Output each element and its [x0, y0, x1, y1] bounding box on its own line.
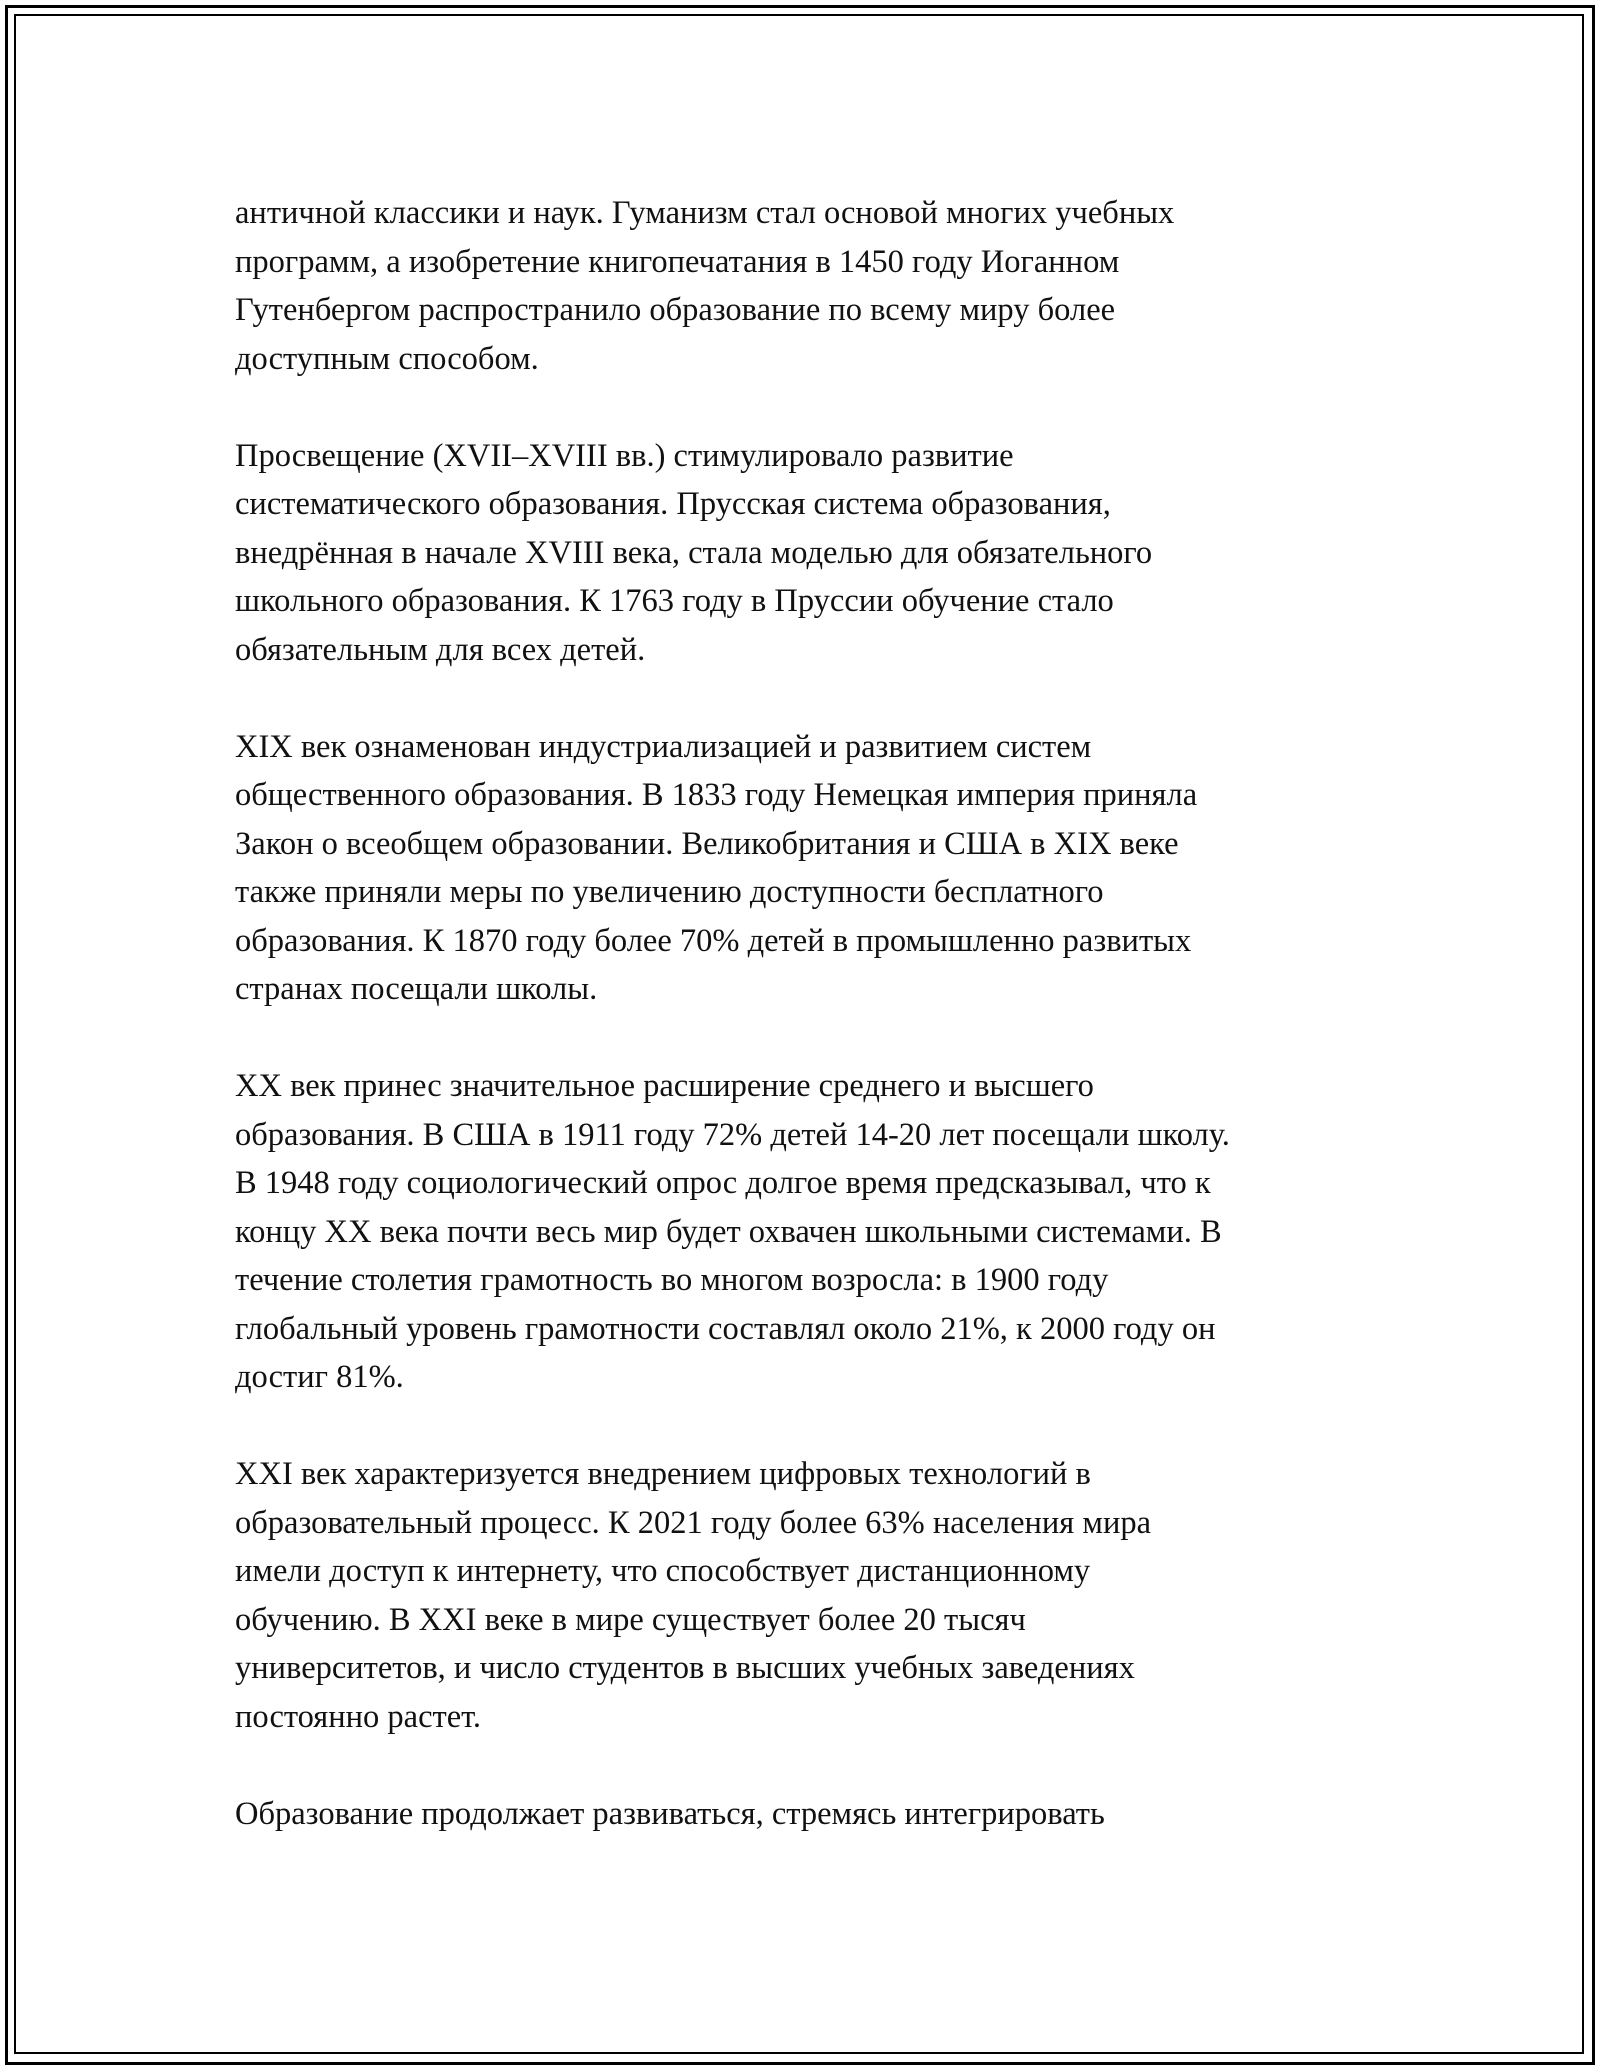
text-line: образовательный процесс. К 2021 году более 63% населения мира: [235, 1504, 1152, 1541]
paragraph-conclusion: [235, 1790, 1375, 1839]
text-line: университетов, и число студентов в высших учебных заведениях: [235, 1650, 1135, 1686]
text-line: Закон о всеобщем образовании. Великобритания и США в XIX веке: [235, 825, 1179, 862]
paragraph-21st-century: [235, 1450, 1375, 1741]
paragraph-20th-century: [235, 1062, 1375, 1402]
text-line: обязательным для всех детей.: [235, 631, 646, 668]
text-line: XXI век характеризуется внедрением цифровых технологий в: [235, 1456, 1091, 1492]
text-line: имели доступ к интернету, что способствует дистанционному: [235, 1553, 1091, 1589]
paragraph-enlightenment: [235, 432, 1375, 675]
text-line: образования. В США в 1911 году 72% детей 14-20 лет посещали школу.: [235, 1116, 1230, 1153]
text-line: систематического образования. Прусская система образования,: [235, 486, 1111, 522]
text-line: античной классики и наук. Гуманизм стал основой многих учебных: [235, 195, 1175, 231]
text-line: XIX век ознаменован индустриализацией и развитием систем: [235, 728, 1092, 765]
text-line: достиг 81%.: [235, 1359, 404, 1395]
document-body: [235, 189, 1375, 1887]
text-line: концу XX века почти весь мир будет охвачен школьными системами. В: [235, 1213, 1222, 1250]
text-line: доступным способом.: [235, 340, 539, 377]
text-line: образования. К 1870 году более 70% детей в промышленно развитых: [235, 922, 1192, 959]
text-line: постоянно растет.: [235, 1698, 482, 1735]
text-line: Образование продолжает развиваться, стремясь интегрировать: [235, 1795, 1105, 1832]
text-line: В 1948 году социологический опрос долгое время предсказывал, что к: [235, 1165, 1211, 1201]
text-line: течение столетия грамотность во многом возросла: в 1900 году: [235, 1262, 1109, 1298]
paragraph-renaissance: [235, 189, 1375, 383]
text-line: глобальный уровень грамотности составлял около 21%, к 2000 году он: [235, 1310, 1216, 1347]
text-line: Просвещение (XVII–XVIII вв.) стимулировало развитие: [235, 437, 1014, 474]
text-line: XX век принес значительное расширение среднего и высшего: [235, 1068, 1094, 1104]
text-line: также приняли меры по увеличению доступности бесплатного: [235, 874, 1104, 910]
paragraph-19th-century: [235, 723, 1375, 1014]
text-line: странах посещали школы.: [235, 971, 598, 1007]
text-line: обучению. В XXI веке в мире существует более 20 тысяч: [235, 1601, 1026, 1638]
text-line: Гутенбергом распространило образование по всему миру более: [235, 292, 1116, 328]
text-line: программ, а изобретение книгопечатания в 1450 году Иоганном: [235, 243, 1120, 280]
text-line: внедрённая в начале XVIII века, стала моделью для обязательного: [235, 534, 1153, 571]
text-line: общественного образования. В 1833 году Немецкая империя приняла: [235, 777, 1198, 813]
text-line: школьного образования. К 1763 году в Пруссии обучение стало: [235, 583, 1114, 619]
